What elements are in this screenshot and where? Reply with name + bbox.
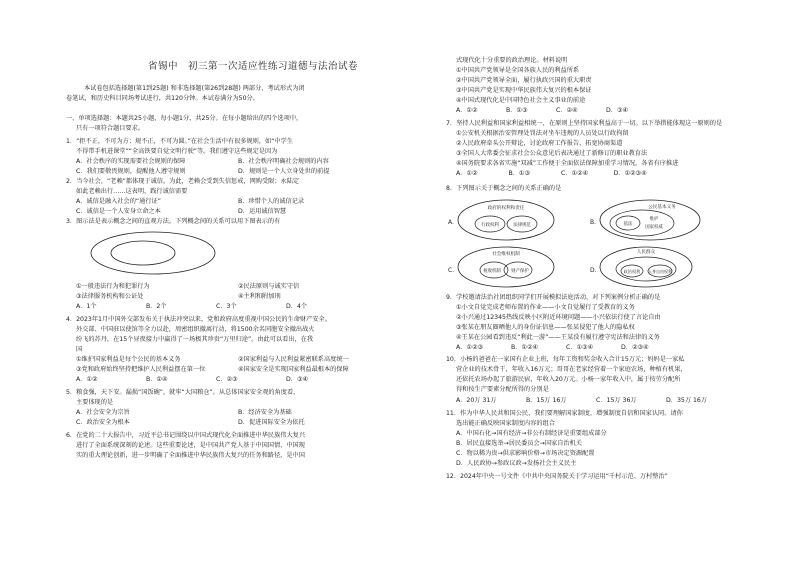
diagram-label: 政府的权利和责任 [487, 206, 525, 211]
question-stem: 12．2024年中央一号文件《中共中央国务院关于学习运用“千村示范、万村整治” [446, 473, 668, 480]
option: C．②④ [556, 107, 578, 114]
option: B．①③ [508, 170, 531, 177]
item-row [76, 292, 400, 301]
question-stem: 如此老赖出行……这表明，践行诚信需要 [76, 188, 188, 195]
question-stem: 3．图示法是表示概念之间的直观方法。下列概念间的关系可以用下图表示的有 [66, 218, 281, 225]
option-row [76, 197, 400, 206]
option: D．②③④ [621, 344, 649, 351]
option: B．①②④ [511, 344, 539, 351]
option: C．②③ [216, 376, 238, 383]
section-heading: 只有一项符合题目要求。 [76, 125, 145, 132]
question-stem: 进行了全面系统深刻的论述。这些重要论述，是中国共产党人基于中国国情、中国现 [76, 442, 305, 449]
diagram-label: 行政权利 [481, 223, 499, 228]
option: B．①③ [506, 107, 528, 114]
item: ④国务院要求各省实施“双减”工作便于全面依法保障加重学习情况，各省有序推进 [456, 160, 679, 167]
option: B．经济安全为基础 [238, 409, 292, 416]
diagram-letter: C. [448, 267, 455, 274]
item: ③中国共产党是实现中华民族伟大复兴的根本保证 [456, 87, 592, 94]
option-row [76, 408, 400, 417]
option-row [76, 157, 400, 166]
question-stem: 4．2023年1月中国外交部发布关于执法冲突以来，党和政府高度重视中国公民的生命财产安全。 [66, 316, 331, 323]
diagram-label: 人民群众 [636, 250, 656, 255]
item: ①一般违法行为和犯罪行为 [76, 283, 150, 290]
option: A．20万 31万 [456, 397, 497, 404]
option: C．3个 [216, 303, 237, 310]
question-stem: 9．学校邀请法治社团组织同学们开展模拟法庭活动，对下列案例分析正确的是 [446, 294, 661, 301]
item: ②小兴通过12345热线反映小区附近环境问题——小兴依法行使了言论自由 [456, 314, 661, 321]
question-stem: 营企业的技术骨干，年收入16万元；哥哥在老家经营着一个家庭农场，种植有机果， [456, 366, 687, 373]
option: C．政治安全为根本 [76, 419, 130, 426]
option: B．15万 16万 [526, 397, 567, 404]
question-stem: 主要体现的是 [76, 399, 114, 406]
concept-diagrams [446, 196, 746, 288]
diagram-label: 维护 [649, 217, 659, 222]
option: D．①②③④ [613, 170, 647, 177]
option: C．诚信是一个人安身立命之本 [76, 208, 161, 215]
option: D．人民政协→参政议政→发扬社会主义民主 [456, 460, 577, 467]
question-stem: 外交部、中国驻以使馆等全力以赴，周密组织撤离行动，将1500余名同胞安全撤出战火 [76, 326, 315, 333]
question-stem: 10．小杨的爸爸在一家国有企业上班，每年工资和奖金收入合计15万元；妈妈是一家私 [446, 356, 685, 363]
diagram-label: 政治权利 [623, 269, 641, 274]
item: ④国家安全是实现国家利益最根本的保障 [238, 366, 349, 373]
option: A．①② [456, 107, 478, 114]
diagram-letter: D. [590, 267, 597, 274]
option: C．物以稀为贵→供求影响价格→市场决定资源配置 [456, 450, 595, 457]
item: ④王某在公园看到违反“利此一游”——王某没有履行遵守宪法和法律的义务 [456, 334, 660, 341]
item: ②中国共产党领导全面，履行执政兴国的重大职责 [456, 77, 592, 84]
option: C．我们要敬畏规则，提醒他人遵守规则 [76, 168, 186, 175]
question-stem: 2．当今社会，“老赖”都体现于诚信。为此，老赖会受到失信惩戒，网购受限；永陆定 [66, 178, 300, 185]
option: B．2个 [146, 303, 167, 310]
diagram-label: 依法 [623, 222, 633, 227]
diagram-label: 公民基本义务 [648, 205, 676, 210]
option-row [76, 207, 400, 216]
item-row [76, 282, 400, 291]
option: C．①③④ [566, 344, 594, 351]
item: ④主利和附加刑 [238, 293, 281, 300]
venn-diagram [88, 229, 218, 277]
item: ②人民政府牵头公开辩论，讨论政府工作报告，拓宽协商渠道 [456, 140, 623, 147]
outer-ellipse [91, 232, 215, 274]
option-row [456, 396, 736, 405]
item: ①维护国家利益是每个公民的基本义务 [76, 356, 181, 363]
question-stem: 8．下列图示关于概念之间的关系正确的是 [446, 185, 562, 192]
intro-line: 本试卷包括选择题(第1到25题) 和非选择题(第26到28题) 两部分，考试形式为闭 [84, 85, 305, 92]
option: B．社会秩序明确社会规则的内容 [238, 158, 329, 165]
question-stem: 11．作为中华人民共和国公民，我们要理解国家制度，增强制度自信和国家认同。请你 [446, 410, 683, 417]
option: A．①② [456, 170, 478, 177]
question-stem: 还依托农场办起了旅游民宿，年收入20万元。小杨一家年收入中，属于按劳分配所 [456, 376, 681, 383]
option: C．①②④ [561, 170, 589, 177]
question-stem: 选出能正确反映国家制度内容的组合 [456, 420, 555, 427]
option: A．1个 [76, 303, 97, 310]
item: ①小文自觉完成老师布置的作业——小文自觉履行了受教育的义务 [456, 304, 635, 311]
option: D．③④ [286, 376, 309, 383]
diagram-label: 税收机制 [483, 269, 501, 274]
option: A．①② [76, 376, 98, 383]
question-stem: 实的重大理论创新，进一步明确了全面推进中华民族伟大复兴的任务和路径，是中国 [76, 452, 305, 459]
item-row [76, 365, 400, 374]
option: D．规则是一个人立身处世的前提 [238, 168, 330, 175]
question-stem: 7．坚持人民利益和国家利益相统一，在原则上坚持国家利益高于一切。以下举措能体现这一原则的是 [446, 120, 723, 127]
exam-title: 省锡中 初三第一次适应性练习道德与法治试卷 [148, 61, 359, 72]
option: D．4个 [286, 303, 308, 310]
question-stem: 得和按生产要素分配所得的分别是 [456, 386, 549, 393]
question-stem: 不得带手机进课堂”“全高铁要自觉文明行驶”等。我们遵守这些规定是因为 [76, 148, 278, 155]
intro-line: 卷笔试，和历史科目同场考试进行，共120分钟。本试卷满分为50分。 [66, 95, 259, 102]
item: ①公安机关根据治安管理处罚法对坐车违规的人员处以行政拘留 [456, 130, 629, 137]
question-stem: 纷飞的苏丹，在15个昼夜接力中赢得了一场极其珍贵“万里归途”。由此可以看出，在我 [76, 336, 314, 343]
option-row [456, 106, 656, 115]
option: D．促进国际安全为依托 [238, 419, 305, 426]
item-row [76, 355, 400, 364]
inner-ellipse [610, 210, 674, 236]
option: D．③④ [606, 107, 629, 114]
item: ③全国人大常委会征求社会公众意见后表决通过了新修订的职业教育法 [456, 150, 648, 157]
item: ④中国式现代化是中国特色社会主义事业的前途 [456, 97, 586, 104]
option-row [456, 343, 676, 352]
option: A．诚信是融入社会的“通行证” [76, 198, 161, 205]
item: ②民法原则与诚实守信 [238, 283, 300, 290]
question-stem: 1．“拒不正，不可为方；规不正，不可为圆。”在社会生活中有很多规则，如“中学生 [66, 138, 294, 145]
item: ②国家利益与人民利益紧密联系高度统一 [238, 356, 349, 363]
option-row [456, 169, 666, 178]
question-stem: 国 [76, 346, 83, 353]
item: ③法律服务机构和公证处 [76, 293, 144, 300]
item: ③党和政府始终坚持把维护人民利益摆在第一位 [76, 366, 206, 373]
option: B．①④ [146, 376, 168, 383]
option: D．35万 16万 [666, 397, 708, 404]
question-stem: 5．粮食强，天下安。漏损“国饭碗”，就牢“大国粮仓”。从总体国家安全观的角度看， [66, 389, 300, 396]
inner-ellipse [111, 241, 175, 265]
option-row [76, 375, 356, 384]
diagram-letter: B. [590, 219, 597, 226]
option: A．社会秩序的实现需要社会规则的保障 [76, 158, 186, 165]
diagram-letter: A. [448, 219, 454, 226]
option-row [76, 418, 400, 427]
question-stem: 6．在党的二十大报告中，习近平总书记围绕以中国式现代化全面推进中华民族伟大复兴 [66, 432, 306, 439]
option: A．中国石化→国有经济→非公有制经济是重要组成部分 [456, 430, 607, 437]
section-heading: 一、单项选择题：本题共25小题，每小题1分，共25分。在每小题给出的四个选项中， [66, 115, 303, 122]
option: C．15万 36万 [596, 397, 637, 404]
option: B．居民直接选举→居民委员会→国家自治机关 [456, 440, 582, 447]
item: ③张某在朋友圈晒他人的身份证信息——张某侵犯了他人的隐私权 [456, 324, 635, 331]
option: D．运用诚信智慧 [238, 208, 287, 215]
option: A．社会安全为宗旨 [76, 409, 130, 416]
diagram-label: 财产保护 [511, 269, 529, 274]
diagram-label: 人身自由权利 [648, 269, 672, 274]
option-row [76, 302, 356, 311]
item: ①中国共产党领导是全国各族人民的利益所系 [456, 67, 580, 74]
option: A．①②③ [456, 344, 484, 351]
diagram-label: 国家权威 [645, 225, 663, 230]
diagram-label: 法律规范 [513, 223, 531, 228]
question-stem: 式现代化十分重要的政治理论。材料说明 [456, 57, 568, 64]
diagram-label: 社会维权机制 [492, 252, 520, 257]
option-row [76, 167, 400, 176]
option: B．珍惜个人的诚信记录 [238, 198, 305, 205]
